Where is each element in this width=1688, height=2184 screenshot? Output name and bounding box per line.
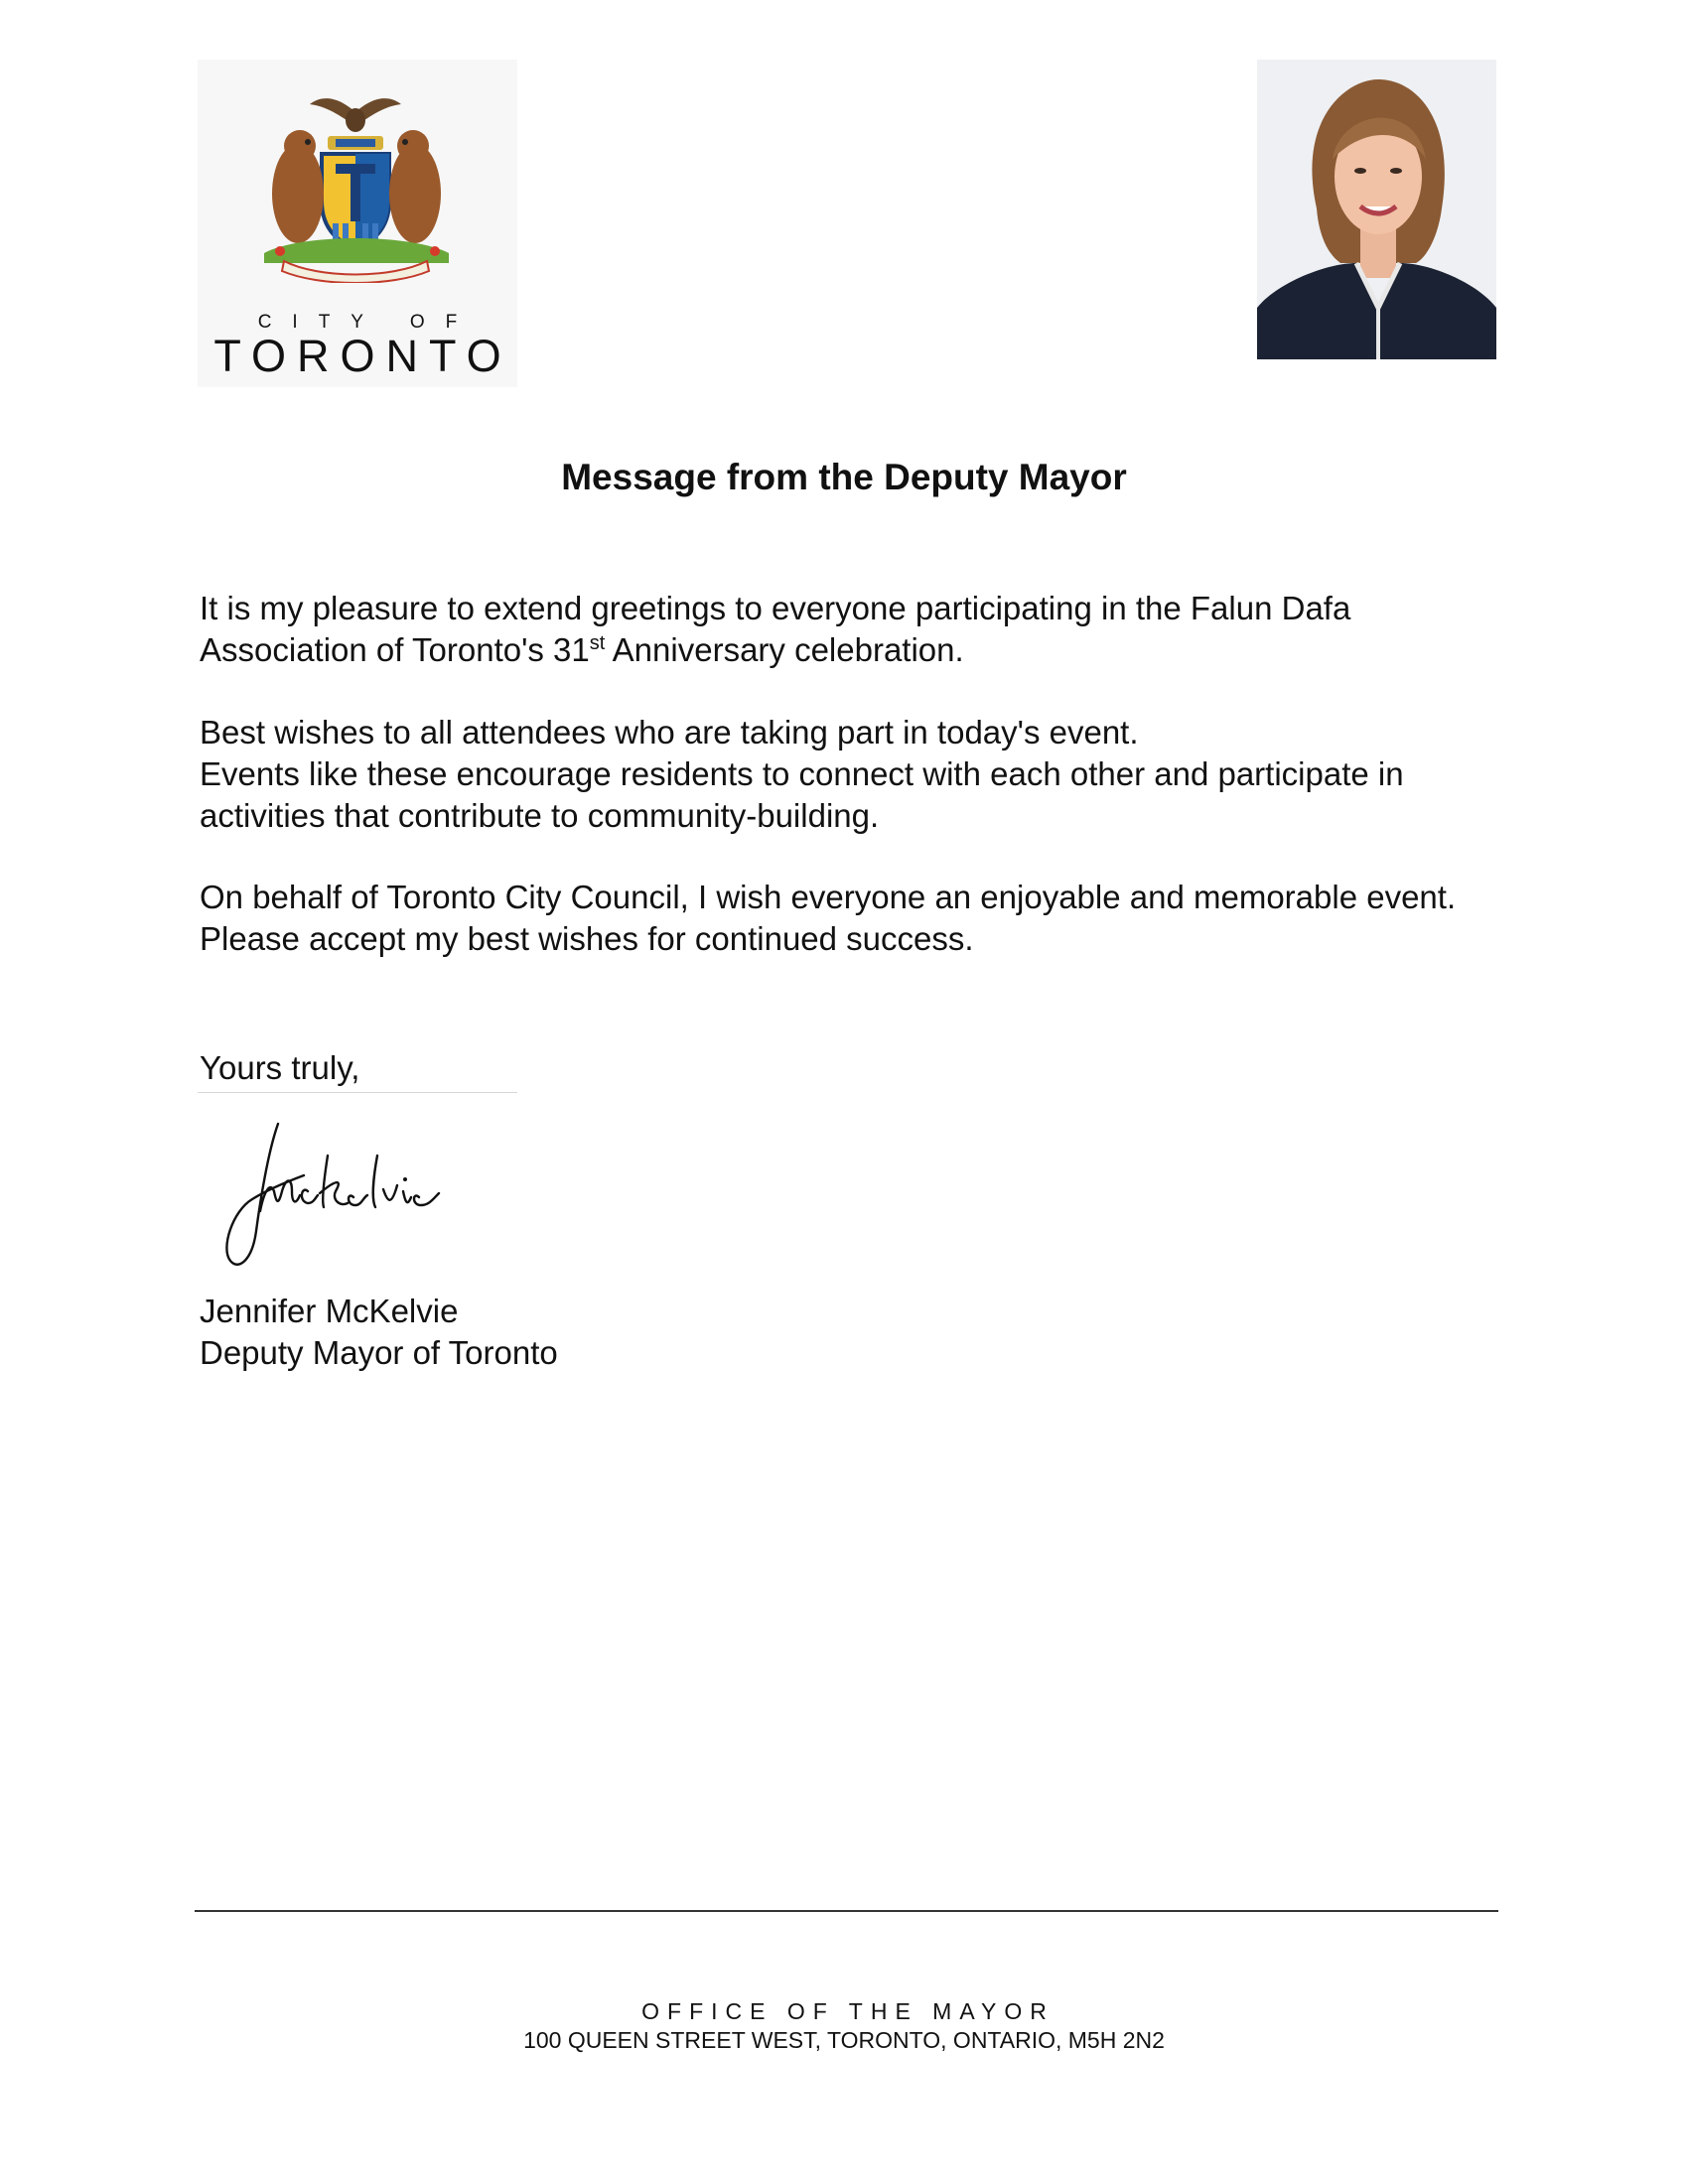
logo-line-city-of: CITY OF [257,312,479,333]
best-wishes-paragraph [200,712,1500,837]
page-title: Message from the Deputy Mayor [561,457,1127,497]
community-line: Events like these encourage residents to connect with each other and participate in activities that contribute to community-building. [200,755,1404,834]
signature-icon [209,1112,506,1281]
signer-title: Deputy Mayor of Toronto [200,1334,558,1371]
closing-divider [198,1092,517,1093]
best-wishes-line: Best wishes to all attendees who are taking part in today's event. [200,714,1139,751]
deputy-mayor-portrait [1257,60,1496,359]
signer-name: Jennifer McKelvie [200,1293,459,1329]
council-paragraph: On behalf of Toronto City Council, I wish everyone an enjoyable and memorable event. Please accept my best wishes for continued success. [200,879,1457,957]
greeting-paragraph [200,588,1500,671]
city-of-toronto-logo [198,60,517,387]
footer-divider [195,1910,1498,1912]
footer-office: OFFICE OF THE MAYOR [641,1998,1055,2024]
portrait-photo-icon [1257,60,1496,359]
closing-salutation: Yours truly, [200,1049,360,1086]
footer-address: 100 QUEEN STREET WEST, TORONTO, ONTARIO, M5H 2N2 [523,2027,1165,2053]
ordinal-suffix: st [589,632,606,654]
logo-line-toronto: TORONTO [213,331,512,381]
greeting-text: It is my pleasure to extend greetings to everyone participating in the Falun Dafa Association of Toronto's 31 [200,590,1351,668]
greeting-text-end: Anniversary celebration. [605,631,964,668]
coat-of-arms-icon [240,84,471,283]
